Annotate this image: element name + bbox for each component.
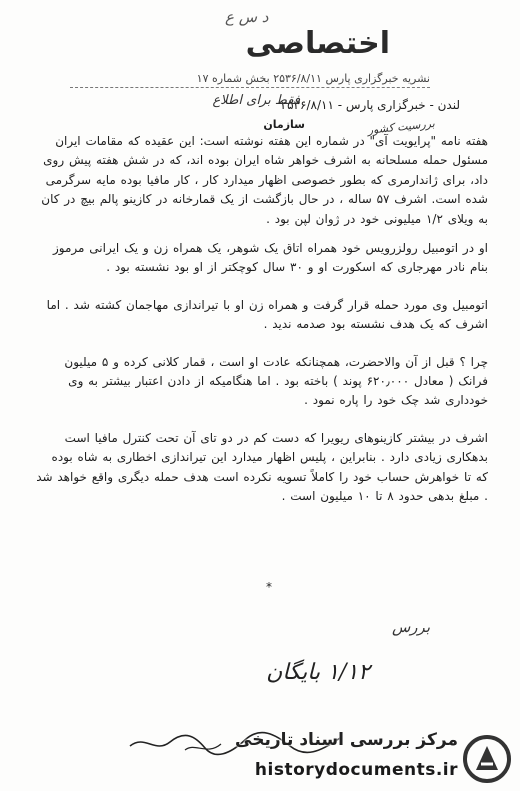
top-scribble: د س ع xyxy=(225,8,269,26)
paragraph: هفته نامه "پرایویت آی" در شماره این هفته نوشته است: این عقیده که مقامات ایران مسئول حمله مسلحانه به اشرف خواهر شاه ایران بوده اند، که در شش هفته پیش روی داد، برای ژاندارمری که بطور خصوصی اظهار میدارد کار ، کار مافیا بوده مایه سرگرمی شده است. اشرف ۵۷ ساله ، در حال بازگشت از یک قمارخانه در کازینو پالم بیچ در کان به ویلای ۱/۲ میلیونی خود در ژوان لپن بود . xyxy=(41,134,488,226)
dateline: لندن - خبرگزاری پارس - ۲۵۳۶/۸/۱۱ xyxy=(280,98,460,112)
org-label: سازمان xyxy=(263,118,305,131)
separator-star: * xyxy=(266,580,272,594)
document-body xyxy=(36,132,488,525)
handwritten-archive-note: ۱/۱۲ بایگان xyxy=(266,660,370,685)
margin-note: بررسیت کشور xyxy=(367,116,436,137)
classification-stamp: اختصاصی xyxy=(245,26,390,61)
paragraph: او در اتومبیل رولزرویس خود همراه اتاق یک شوهر، یک همراه زن و یک ایرانی مرموز بنام نادر مهرجاری که اسکورت او و ۳۰ سال کوچکتر از او بود نشسته بود . xyxy=(53,241,488,275)
header-line: نشریه خبرگزاری پارس ۲۵۳۶/۸/۱۱ بخش شماره ۱۷ xyxy=(70,72,430,88)
watermark xyxy=(228,730,520,791)
watermark-title: مرکز بررسی اسناد تاریخی xyxy=(235,730,458,750)
paragraph: چرا ؟ قبل از آن والاحضرت، همچنانکه عادت او است ، قمار کلانی کرده و ۵ میلیون فرانک ( معادل ۶۲۰٫۰۰۰ پوند ) باخته بود . اما هنگامیکه از دادن اعتبار بیشتر به وی خودداری شد چک خود را پاره نمود . xyxy=(64,354,488,408)
paragraph: اتومبیل وی مورد حمله قرار گرفت و همراه زن او با تیراندازی مهاجمان کشته شد . اما اشرف که یک هدف نشسته بود صدمه ندید . xyxy=(46,297,488,332)
routing-note: فقط برای اطلاع xyxy=(212,93,300,108)
historydocuments-logo-icon xyxy=(462,734,512,784)
handwritten-note: بررس xyxy=(391,618,430,636)
watermark-url: historydocuments.ir xyxy=(254,760,458,780)
paragraph: اشرف در بیشتر کازینوهای ریویرا که دست کم در دو تای آن تحت کنترل مافیا است بدهکاری زیادی دارد . بنابراین ، پلیس اظهار میدارد این تیراندازی اخطاری به شاه بوده که تا خواهرش حساب خود را کاملاً تسویه نکرده است هدف حمله دیگری واقع خواهد شد . مبلغ بدهی حدود ۸ تا ۱۰ میلیون است . xyxy=(36,430,488,504)
